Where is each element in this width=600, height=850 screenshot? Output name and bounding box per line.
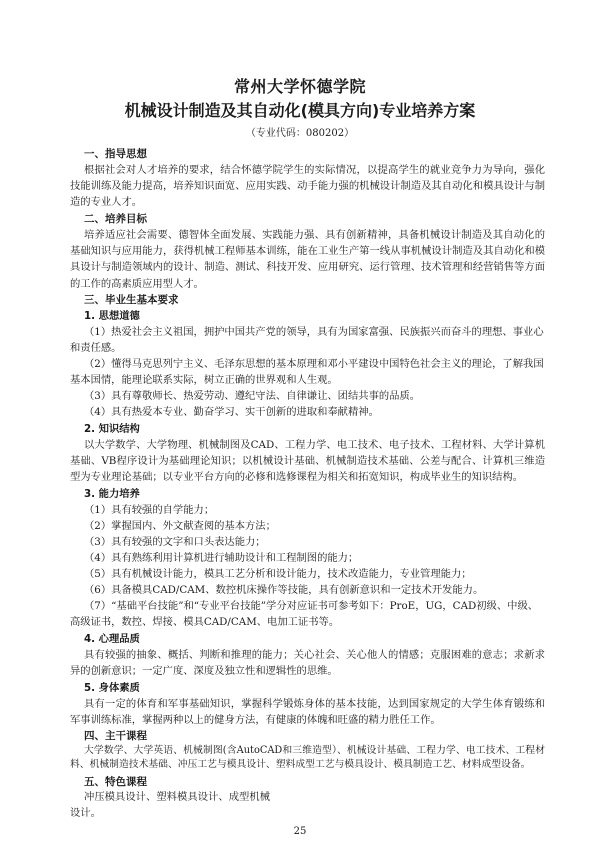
ability-item: （5）具有机械设计能力，模具工艺分析和设计能力，技术改造能力，专业管理能力； [84,568,472,580]
guiding-ideology-text: 根据社会对人才培养的要求，结合怀德学院学生的实际情况，以提高学生的就业竞争力为导向，强化技能训练及能力提高，培养知识面宽、应用实践、动手能力强的机械设计制造及其自动化和模具设计与制造的专业人才。 [70,164,545,209]
page-number: 25 [293,826,307,837]
moral-item: （2）懂得马克思列宁主义、毛泽东思想的基本原理和邓小平建设中国特色社会主义的理论，了解我国基本国情，能理论联系实际，树立正确的世界观和人生观。 [70,358,544,387]
moral-item: （4）具有热爱本专业、勤奋学习、实干创新的进取和奉献精神。 [84,406,379,418]
ability-item: （2）掌握国内、外文献查阅的基本方法； [84,520,276,532]
knowledge-text: 以大学数学、大学物理、机械制图及CAD、工程力学、电工技术、电子技术、工程材料、大学计算机基础、VB程序设计为基础理论知识；以机械设计基础、机械制造技术基础、公差与配合、计算机三维造型为专业理论基础；以专业平台方向的必修和选修课程为相关和拓宽知识，构成毕业生的知识结构。 [70,439,545,484]
core-courses-text: 大学数学、大学英语、机械制图(含AutoCAD和三维造型）、机械设计基础、工程力学、电工技术、工程材料、机械制造技术基础、冲压工艺与模具设计、塑料成型工艺与模具设计、模具制造工艺、材料成型设备。 [70,745,545,770]
section-heading-graduate-requirements: 三、毕业生基本要求 [84,294,179,306]
subheading-psychological-quality: 4. 心理品质 [84,633,140,645]
program-title: 机械设计制造及其自动化(模具方向)专业培养方案 [124,101,476,120]
section-heading-core-courses: 四、主干课程 [84,730,147,742]
section-heading-guiding-ideology: 一、指导思想 [84,148,147,160]
subheading-ability: 3. 能力培养 [84,488,140,500]
university-title: 常州大学怀德学院 [233,77,366,96]
program-code: （专业代码：080202） [245,128,355,139]
moral-item: （1）热爱社会主义祖国，拥护中国共产党的领导，具有为国家富强、民族振兴而奋斗的理想、事业心和责任感。 [70,326,544,355]
featured-courses-text: 冲压模具设计、塑料模具设计、成型机械设计。 [70,791,270,820]
ability-item: （3）具有较强的文字和口头表达能力； [84,536,266,548]
physical-quality-text: 具有一定的体育和军事基础知识，掌握科学锻炼身体的基本技能，达到国家规定的大学生体育锻练和军事训练标准，掌握两种以上的健身方法，有健康的体魄和旺盛的精力胜任工作。 [70,698,545,727]
section-heading-featured-courses: 五、特色课程 [84,776,147,788]
subheading-physical-quality: 5. 身体素质 [84,682,140,694]
ability-item: （6）具备模具CAD/CAM、数控机床操作等技能，具有创新意识和一定技术开发能力。 [84,584,484,596]
section-heading-training-goals: 二、培养目标 [84,213,147,225]
subheading-knowledge: 2. 知识结构 [84,423,140,435]
ability-item: （7）“基础平台技能”和“专业平台技能”学分对应证书可参考如下：ProE，UG，CAD初级、中级、高级证书，数控、焊接、模具CAD/CAM、电加工证书等。 [70,600,539,629]
ability-item: （1）具有较强的自学能力； [84,504,215,516]
moral-item: （3）具有尊敬师长、热爱劳动、遵纪守法、自律谦让、团结共事的品质。 [84,390,421,402]
training-goals-text: 培养适应社会需要、德智体全面发展、实践能力强、具有创新精神，具备机械设计制造及其自动化的基础知识与应用能力，获得机械工程师基本训练，能在工业生产第一线从事机械设计制造及其自动化和模具设计与制造领域内的设计、制造、测试、科技开发、应用研究、运行管理、技术管理和经营销售等方面的工作的高素质应用型人才。 [70,229,545,290]
subheading-moral: 1. 思想道德 [84,310,140,322]
psychological-quality-text: 具有较强的抽象、概括、判断和推理的能力；关心社会、关心他人的情感；克服困难的意志；求新求异的创新意识；一定广度、深度及独立性和逻辑性的思维。 [70,649,545,678]
ability-item: （4）具有熟练利用计算机进行辅助设计和工程制图的能力； [84,552,359,564]
